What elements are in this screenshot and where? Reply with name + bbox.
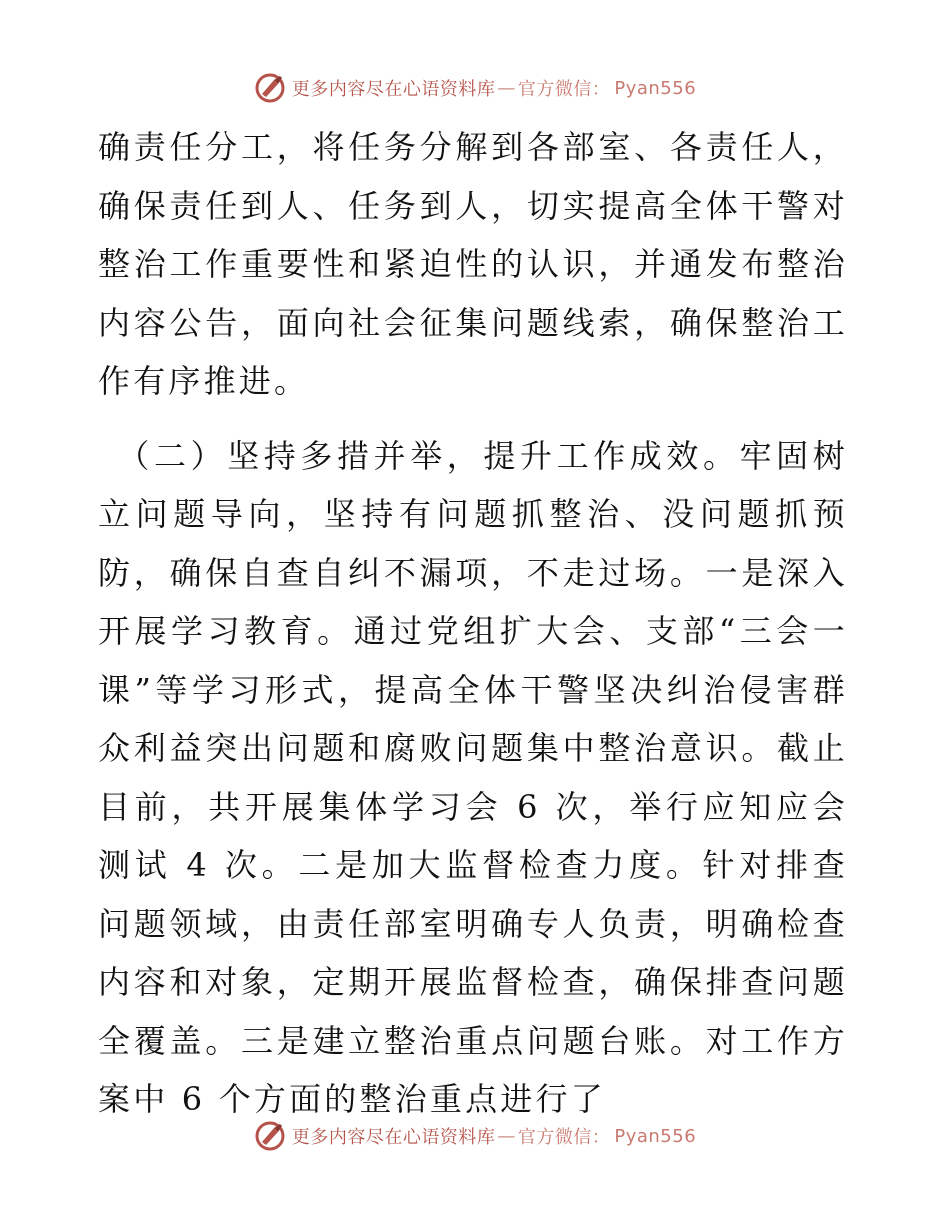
watermark-wechat-id: Pyan556: [614, 77, 697, 99]
paragraph: 确责任分工，将任务分解到各部室、各责任人，确保责任到人、任务到人，切实提高全体干警对整治工作重要性和紧迫性的认识，并通发布整治内容公告，面向社会征集问题线索，确保整治工作有序推进。: [98, 128, 848, 400]
paragraph-text: （二）坚持多措并举，提升工作成效。牢固树立问题导向，坚持有问题抓整治、没问题抓预防，确保自查自纠不漏项，不走过场。一是深入开展学习教育。通过党组扩大会、支部“三会一课”等学习形式，提高全体干警坚决纠治侵害群众利益突出问题和腐败问题集中整治意识。截止目前，共开展集体学习会 6 次，举行应知应会测试 4 次。二是加大监督检查力度。针对排查问题领域，由责任部室明确专人负责，明确检查内容和对象，定期开展监督检查，确保排查问题全覆盖。三是建立整治重点问题台账。对工作方案中 6 个方面的整治重点进行了: [98, 436, 848, 1118]
footer-watermark: [0, 1120, 950, 1152]
watermark-text: 更多内容尽在心语资料库: [291, 1127, 496, 1148]
watermark-text: 更多内容尽在心语资料库: [291, 79, 496, 100]
header-watermark: [0, 72, 950, 104]
logo-icon: [254, 1120, 286, 1152]
paragraph: [98, 427, 848, 1129]
logo-icon: [254, 72, 286, 104]
watermark-separator: —: [497, 1125, 516, 1147]
watermark-wechat-label: 官方微信：: [517, 1127, 611, 1148]
document-body: [98, 118, 848, 1129]
watermark-wechat-label: 官方微信：: [517, 79, 611, 100]
watermark-wechat-id: Pyan556: [614, 1125, 697, 1147]
watermark-separator: —: [497, 77, 516, 99]
